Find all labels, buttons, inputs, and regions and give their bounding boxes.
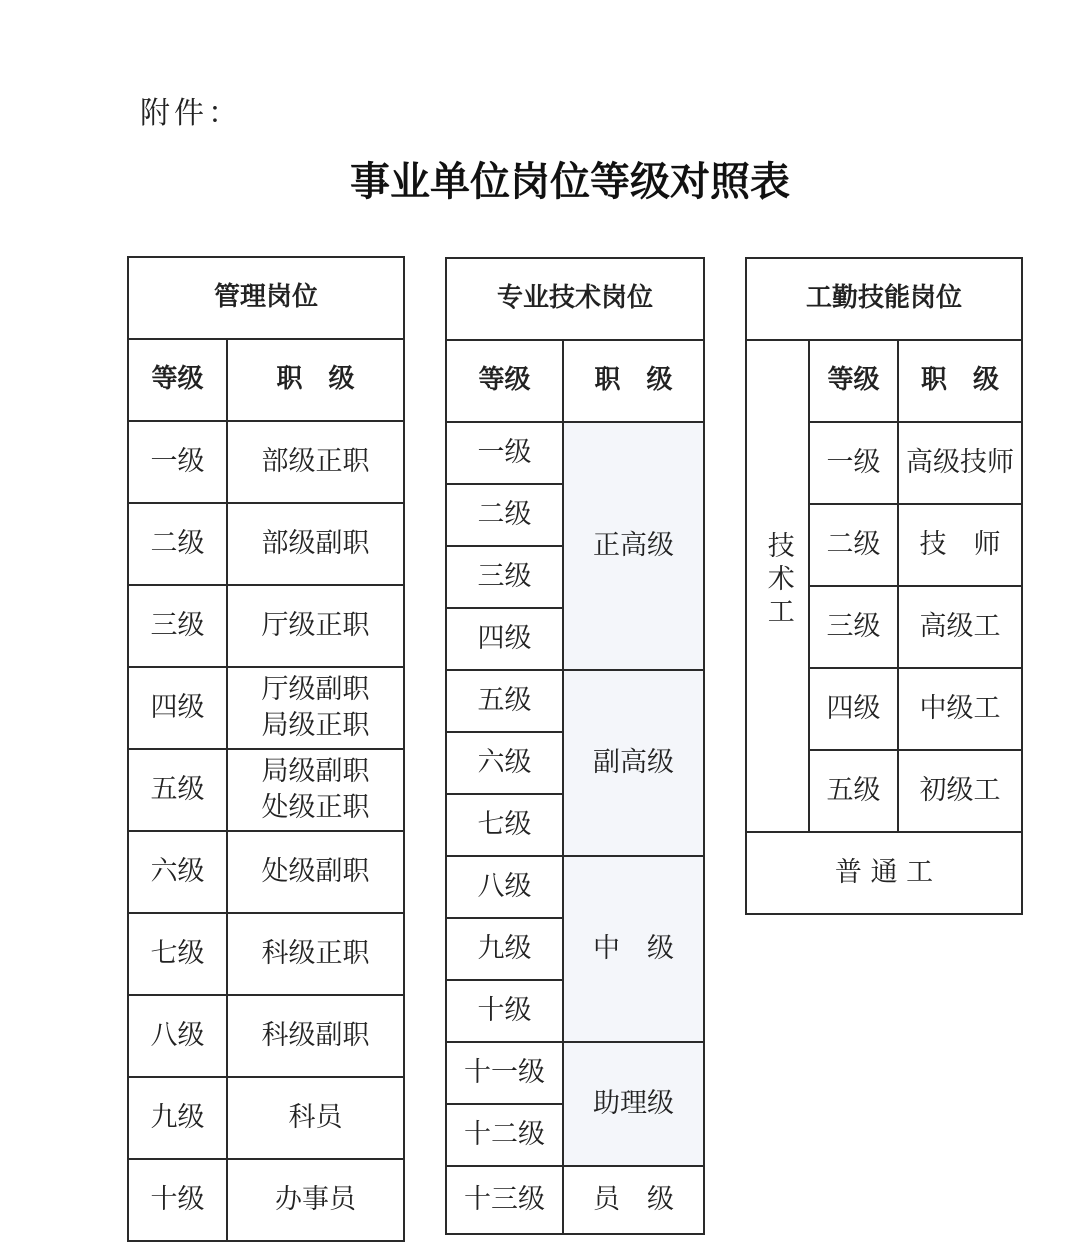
- table-row: [128, 831, 404, 913]
- rank-cell: 处级副职: [227, 831, 404, 913]
- grade-cell: 五级: [128, 749, 227, 831]
- rank-cell: 初级工: [898, 750, 1022, 832]
- grade-cell: 六级: [128, 831, 227, 913]
- grade-cell: 五级: [446, 670, 563, 732]
- rank-line: 厅级副职: [261, 673, 370, 705]
- professional-header: 专业技术岗位: [446, 258, 704, 340]
- grade-cell: 二级: [446, 484, 563, 546]
- rank-cell: 助理级: [563, 1042, 704, 1166]
- page-title: 事业单位岗位等级对照表: [350, 159, 790, 205]
- rank-cell: 办事员: [227, 1159, 404, 1241]
- grade-cell: 十二级: [446, 1104, 563, 1166]
- table-row: [128, 1077, 404, 1159]
- grade-cell: 九级: [128, 1077, 227, 1159]
- rank-cell: 正高级: [563, 422, 704, 670]
- rank-cell: 科员: [227, 1077, 404, 1159]
- management-header: 管理岗位: [128, 257, 404, 339]
- table-row: [446, 422, 704, 484]
- grade-cell: 十三级: [446, 1166, 563, 1234]
- grade-cell: 二级: [128, 503, 227, 585]
- grade-cell: 六级: [446, 732, 563, 794]
- table-row: [446, 1042, 704, 1104]
- rank-line: 处级正职: [261, 792, 370, 823]
- grade-cell: 七级: [446, 794, 563, 856]
- grade-cell: 三级: [128, 585, 227, 667]
- professional-table: [445, 257, 705, 1235]
- skilled-col-grade: 等级: [809, 340, 898, 422]
- rank-cell: 员 级: [563, 1166, 704, 1234]
- grade-cell: 一级: [128, 421, 227, 503]
- table-row: [446, 1166, 704, 1234]
- rank-cell: 部级正职: [227, 421, 404, 503]
- rank-cell: 厅级正职: [227, 585, 404, 667]
- rank-line: 局级正职: [261, 710, 370, 741]
- skilled-header: 工勤技能岗位: [746, 258, 1022, 340]
- rank-line: 局级副职: [261, 755, 370, 787]
- grade-cell: 二级: [809, 504, 898, 586]
- rank-cell: 高级技师: [898, 422, 1022, 504]
- management-col-grade: 等级: [128, 339, 227, 421]
- professional-col-grade: 等级: [446, 340, 563, 422]
- table-row: [128, 667, 404, 749]
- rank-cell: 高级工: [898, 586, 1022, 668]
- table-row: [128, 585, 404, 667]
- rank-cell: 副高级: [563, 670, 704, 856]
- grade-cell: 十一级: [446, 1042, 563, 1104]
- grade-cell: 三级: [446, 546, 563, 608]
- skilled-table: [745, 257, 1023, 915]
- rank-cell: 中 级: [563, 856, 704, 1042]
- table-row: [446, 670, 704, 732]
- management-col-rank: 职 级: [227, 339, 404, 421]
- grade-cell: 七级: [128, 913, 227, 995]
- attachment-label: 附件：: [140, 96, 242, 131]
- grade-cell: 一级: [809, 422, 898, 504]
- general-worker-cell: 普 通 工: [746, 832, 1022, 914]
- grade-cell: 九级: [446, 918, 563, 980]
- rank-cell: 部级副职: [227, 503, 404, 585]
- management-table: [127, 256, 405, 1242]
- group-label-cell: [746, 340, 809, 832]
- rank-cell: 科级副职: [227, 995, 404, 1077]
- grade-cell: 四级: [446, 608, 563, 670]
- grade-cell: 四级: [809, 668, 898, 750]
- table-row: [128, 503, 404, 585]
- table-row: [128, 1159, 404, 1241]
- rank-cell: 技 师: [898, 504, 1022, 586]
- rank-cell: [227, 749, 404, 831]
- grade-cell: 十级: [128, 1159, 227, 1241]
- table-row: [128, 421, 404, 503]
- grade-cell: 三级: [809, 586, 898, 668]
- grade-cell: 一级: [446, 422, 563, 484]
- table-row: [128, 913, 404, 995]
- rank-cell: [227, 667, 404, 749]
- rank-cell: 中级工: [898, 668, 1022, 750]
- table-row: [128, 995, 404, 1077]
- grade-cell: 十级: [446, 980, 563, 1042]
- table-row: [128, 749, 404, 831]
- group-label: 技术工: [762, 531, 794, 631]
- table-row: [446, 856, 704, 918]
- grade-cell: 八级: [446, 856, 563, 918]
- skilled-col-rank: 职 级: [898, 340, 1022, 422]
- grade-cell: 五级: [809, 750, 898, 832]
- professional-col-rank: 职 级: [563, 340, 704, 422]
- rank-cell: 科级正职: [227, 913, 404, 995]
- grade-cell: 八级: [128, 995, 227, 1077]
- grade-cell: 四级: [128, 667, 227, 749]
